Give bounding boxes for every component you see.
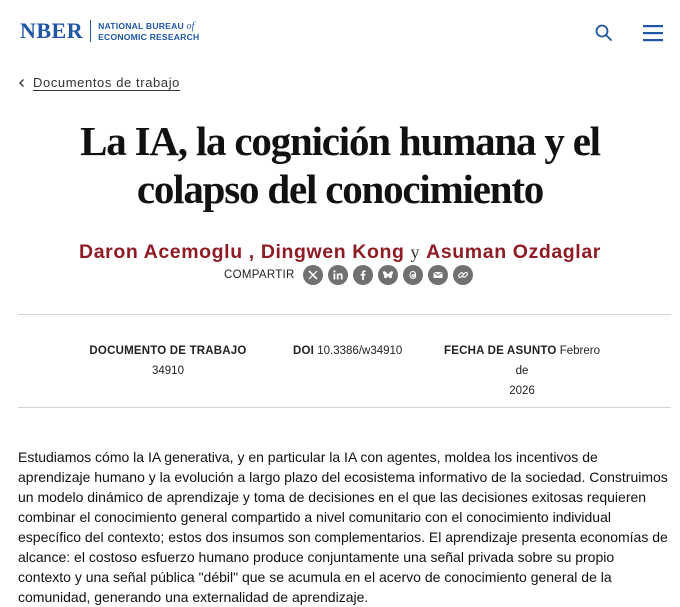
logo-mark: NBER [20,18,84,43]
issue-date [441,341,603,401]
x-icon [307,269,319,281]
logo-of: of [186,20,195,32]
author-list [0,241,680,264]
share-facebook-button[interactable] [353,265,373,285]
site-header [0,0,680,62]
link-icon [457,269,469,281]
share-linkedin-button[interactable] [328,265,348,285]
issue-date-value-2: 2026 [509,385,535,397]
doi [293,341,402,361]
page-title [20,117,660,213]
search-icon [594,23,614,43]
author-link[interactable]: Daron Acemoglu [79,241,243,263]
share-email-button[interactable] [428,265,448,285]
breadcrumb-link-working-papers[interactable]: Documentos de trabajo [33,75,181,90]
logo-text [98,21,199,42]
issue-date-value-1: Febrero de [515,345,600,377]
logo-line-1: NATIONAL BUREAU [98,20,184,31]
author-link[interactable]: Dingwen Kong [260,241,405,263]
breadcrumb [18,75,180,90]
share-bar [224,265,478,285]
working-paper-number [88,341,248,381]
share-label: COMPARTIR [224,269,295,281]
title-line-1: La IA, la cognición humana y el [80,118,600,164]
abstract-text: Estudiamos cómo la IA generativa, y en particular la IA con agentes, moldea los incentivos de aprendizaje humano y la evolución a largo plazo del ecosistema informativo de la sociedad. Construimos un modelo dinámico de aprendizaje y toma de decisiones en el que las decisiones exitosas requieren combinar el conocimiento general compartido a nivel comunitario con el conocimiento individual específico del contexto; estos dos insumos son complementarios. El aprendizaje presenta economías de alcance: el costoso esfuerzo humano produce conjuntamente una señal privada sobre su propio contexto y una señal pública "débil" que se acumula en el acervo de conocimiento general de la comunidad, generando una externalidad de aprendizaje. [18,449,668,605]
author-conjunction: y [410,242,421,262]
doi-value: 10.3386/w34910 [317,345,403,357]
working-paper-value: 34910 [152,365,184,377]
bluesky-icon [382,269,394,281]
share-copy-link-button[interactable] [453,265,473,285]
divider [18,314,671,315]
share-x-button[interactable] [303,265,323,285]
logo-line-2: ECONOMIC RESEARCH [98,31,200,42]
author-separator: , [248,241,255,263]
threads-icon [407,269,419,281]
nber-logo[interactable] [20,20,199,42]
divider [18,407,671,408]
working-paper-label: DOCUMENTO DE TRABAJO [89,345,247,357]
doi-label: DOI [293,345,315,357]
logo-divider [90,20,91,42]
search-button[interactable] [594,23,614,43]
chevron-left-icon [18,77,25,89]
issue-date-label: FECHA DE ASUNTO [444,345,557,357]
author-link[interactable]: Asuman Ozdaglar [426,241,601,263]
email-icon [432,269,444,281]
share-bluesky-button[interactable] [378,265,398,285]
facebook-icon [357,269,369,281]
linkedin-icon [332,269,344,281]
menu-button[interactable] [642,23,664,43]
title-line-2: colapso del conocimiento [136,166,544,212]
hamburger-menu-icon [642,23,664,43]
share-threads-button[interactable] [403,265,423,285]
